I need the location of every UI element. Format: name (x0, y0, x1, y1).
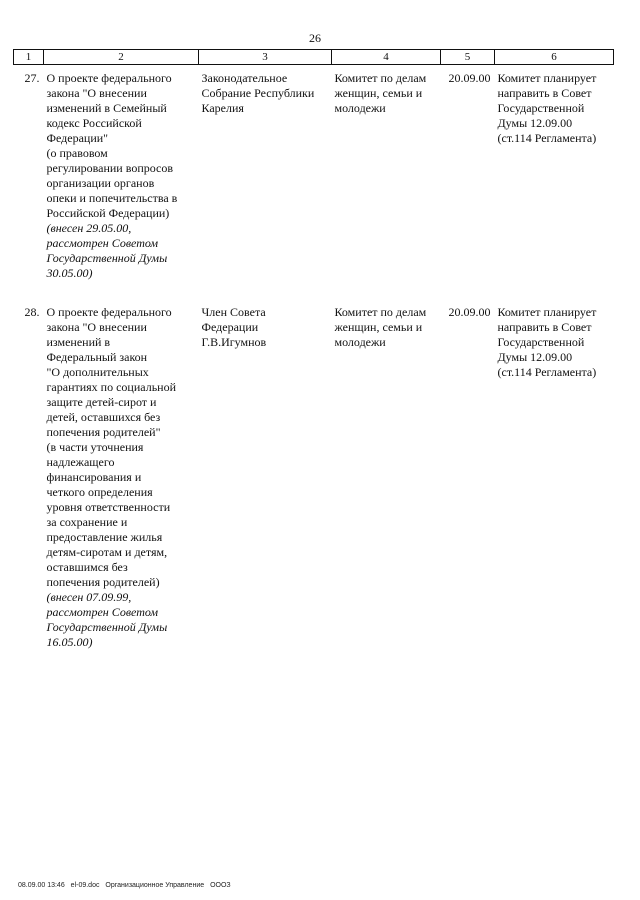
bill-title-line: детей, оставшихся без (46, 410, 161, 424)
note-cell (495, 289, 614, 650)
note-line: Комитет планирует (497, 71, 597, 85)
bill-title-line: О проекте федерального (46, 71, 172, 85)
bill-title-line: "О дополнительных (46, 365, 149, 379)
committee-line: Комитет по делам (334, 71, 427, 85)
bill-status-line: рассмотрен Советом (46, 605, 159, 619)
bill-author-line: Собрание Республики (201, 86, 315, 100)
bill-title-line: изменений в Семейный (46, 101, 167, 115)
bill-title-cell (44, 289, 199, 650)
note-line: направить в Совет (497, 320, 592, 334)
column-header: 6 (495, 50, 614, 65)
bill-title-line: оставшимся без (46, 560, 128, 574)
committee-line: молодежи (334, 335, 386, 349)
bill-title-line: предоставление жилья (46, 530, 163, 544)
bill-status-line: 30.05.00) (46, 266, 93, 280)
committee-line: женщин, семьи и (334, 320, 423, 334)
note-line: (ст.114 Регламента) (497, 131, 597, 145)
bill-author-line: Законодательное (201, 71, 288, 85)
bill-status-line: Государственной Думы (46, 620, 168, 634)
bill-author-line: Г.В.Игумнов (201, 335, 267, 349)
committee-line: Комитет по делам (334, 305, 427, 319)
bill-title-line: (в части уточнения (46, 440, 144, 454)
committee-cell (332, 65, 441, 290)
footer-code: ОООЗ (210, 882, 231, 889)
row-number-cell: 27. (24, 71, 40, 85)
row-number-cell: 28. (24, 305, 40, 319)
page-number: 26 (309, 31, 321, 45)
note-line: Думы 12.09.00 (497, 116, 573, 130)
bill-title-line: Федерации" (46, 131, 109, 145)
bill-title-line: закона "О внесении (46, 86, 147, 100)
bill-author-line: Член Совета (201, 305, 266, 319)
bill-author-line: Карелия (201, 101, 244, 115)
footer-department: Организационное Управление (105, 882, 205, 889)
footer-filename: el-09.doc (70, 882, 100, 889)
date-cell: 20.09.00 (448, 305, 491, 319)
bill-status-line: (внесен 29.05.00, (46, 221, 132, 235)
bill-title-line: надлежащего (46, 455, 115, 469)
bill-status-line: рассмотрен Советом (46, 236, 159, 250)
bill-title-line: детям-сиротам и детям, (46, 545, 168, 559)
column-header: 5 (441, 50, 495, 65)
bill-title-line: попечения родителей) (46, 575, 160, 589)
bill-title-line: попечения родителей" (46, 425, 161, 439)
bill-title-line: опеки и попечительства в (46, 191, 178, 205)
column-header: 1 (14, 50, 44, 65)
bill-status-line: 16.05.00) (46, 635, 93, 649)
note-line: Государственной (497, 101, 585, 115)
note-cell (495, 65, 614, 290)
bill-title-line: защите детей-сирот и (46, 395, 157, 409)
committee-line: женщин, семьи и (334, 86, 423, 100)
bills-table (13, 49, 614, 650)
bill-title-line: регулировании вопросов (46, 161, 174, 175)
bill-title-line: изменений в (46, 335, 111, 349)
bill-title-line: закона "О внесении (46, 320, 147, 334)
bill-title-line: кодекс Российской (46, 116, 142, 130)
bill-title-line: Российской Федерации) (46, 206, 170, 220)
footer-datetime: 08.09.00 13:46 (18, 882, 65, 889)
bill-title-line: за сохранение и (46, 515, 128, 529)
committee-line: молодежи (334, 101, 386, 115)
bill-author-cell (199, 65, 332, 290)
note-line: Думы 12.09.00 (497, 350, 573, 364)
bill-title-line: четкого определения (46, 485, 153, 499)
bill-status-line: Государственной Думы (46, 251, 168, 265)
column-header: 4 (332, 50, 441, 65)
note-line: Государственной (497, 335, 585, 349)
bill-status-line: (внесен 07.09.99, (46, 590, 132, 604)
note-line: направить в Совет (497, 86, 592, 100)
column-header: 2 (44, 50, 199, 65)
table-row (14, 289, 614, 650)
bill-title-line: организации органов (46, 176, 155, 190)
table-header-row (14, 50, 614, 65)
note-line: (ст.114 Регламента) (497, 365, 597, 379)
note-line: Комитет планирует (497, 305, 597, 319)
bill-title-line: О проекте федерального (46, 305, 172, 319)
bill-title-line: Федеральный закон (46, 350, 148, 364)
bill-title-line: гарантиях по социальной (46, 380, 177, 394)
committee-cell (332, 289, 441, 650)
table-row (14, 65, 614, 290)
bill-title-line: финансирования и (46, 470, 142, 484)
bill-title-cell (44, 65, 199, 290)
bill-title-line: (о правовом (46, 146, 108, 160)
bill-author-line: Федерации (201, 320, 259, 334)
bill-author-cell (199, 289, 332, 650)
date-cell: 20.09.00 (448, 71, 491, 85)
column-header: 3 (199, 50, 332, 65)
bill-title-line: уровня ответственности (46, 500, 171, 514)
page-footer (18, 882, 235, 889)
